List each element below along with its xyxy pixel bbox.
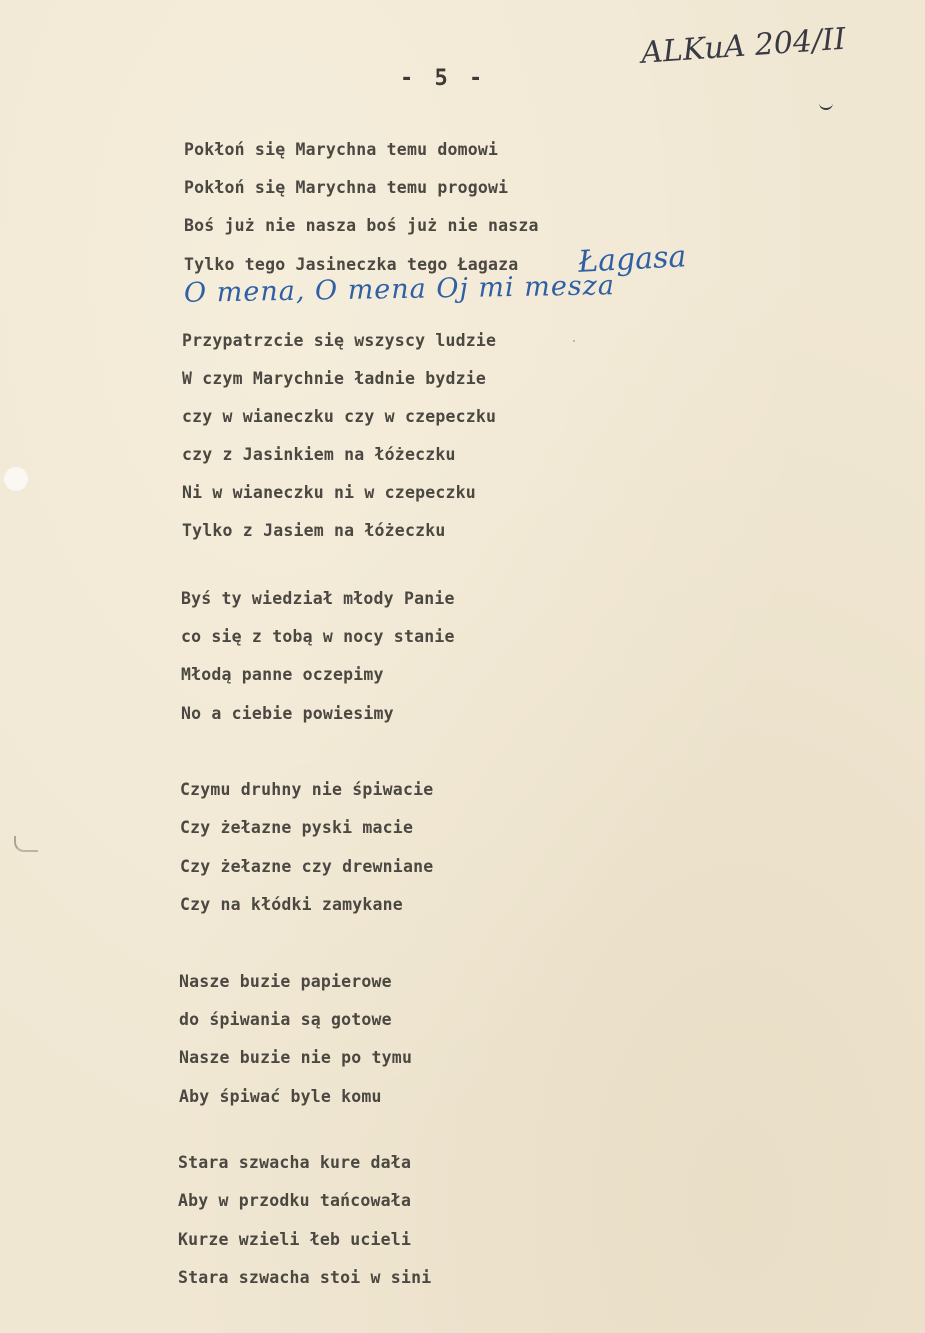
verse-line: Kurze wzieli łeb ucieli (178, 1230, 412, 1249)
handwritten-added-line: O mena, O mena Oj mi mesza (183, 270, 616, 309)
verse-line: Aby śpiwać byle komu (179, 1087, 382, 1106)
verse-line: Stara szwacha kure dała (178, 1153, 412, 1172)
verse-line: Ni w wianeczku ni w czepeczku (182, 483, 476, 502)
verse-line: Czymu druhny nie śpiwacie (180, 780, 434, 799)
verse-line: Aby w przodku tańcowała (178, 1191, 412, 1210)
verse-line: Tylko z Jasiem na łóżeczku (182, 521, 446, 540)
verse-line: Młodą panne oczepimy (181, 665, 384, 684)
verse-line: Boś już nie nasza boś już nie nasza (184, 216, 539, 235)
verse-line: Czy żełazne pyski macie (180, 818, 414, 837)
verse-line: No a ciebie powiesimy (181, 704, 394, 723)
verse-line: W czym Marychnie ładnie bydzie (182, 369, 487, 388)
archive-tick-mark (819, 98, 833, 110)
verse-line: Tylko tego Jasineczka tego Łagaza (184, 255, 519, 274)
verse-line: Nasze buzie papierowe (179, 972, 392, 991)
archive-reference-handwritten: ALKuA 204/II (640, 21, 847, 71)
verse-line: Nasze buzie nie po tymu (179, 1048, 413, 1067)
verse-line: Przypatrzcie się wszyscy ludzie (182, 331, 497, 350)
edge-mark (14, 836, 38, 852)
verse-line: Czy żełazne czy drewniane (180, 857, 434, 876)
page-number: - 5 - (400, 66, 487, 91)
verse-line: czy w wianeczku czy w czepeczku (182, 407, 497, 426)
verse-line: Pokłoń się Marychna temu domowi (184, 140, 499, 159)
verse-line: co się z tobą w nocy stanie (181, 627, 455, 646)
verse-line: Stara szwacha stoi w sini (178, 1268, 432, 1287)
ink-speck (573, 340, 575, 342)
verse-line: Byś ty wiedział młody Panie (181, 589, 455, 608)
handwritten-correction: Łagasa (577, 239, 688, 280)
verse-line: czy z Jasinkiem na łóżeczku (182, 445, 456, 464)
punch-hole (3, 466, 29, 492)
verse-line: Czy na kłódki zamykane (180, 895, 403, 914)
verse-line: Pokłoń się Marychna temu progowi (184, 178, 509, 197)
verse-line: do śpiwania są gotowe (179, 1010, 392, 1029)
